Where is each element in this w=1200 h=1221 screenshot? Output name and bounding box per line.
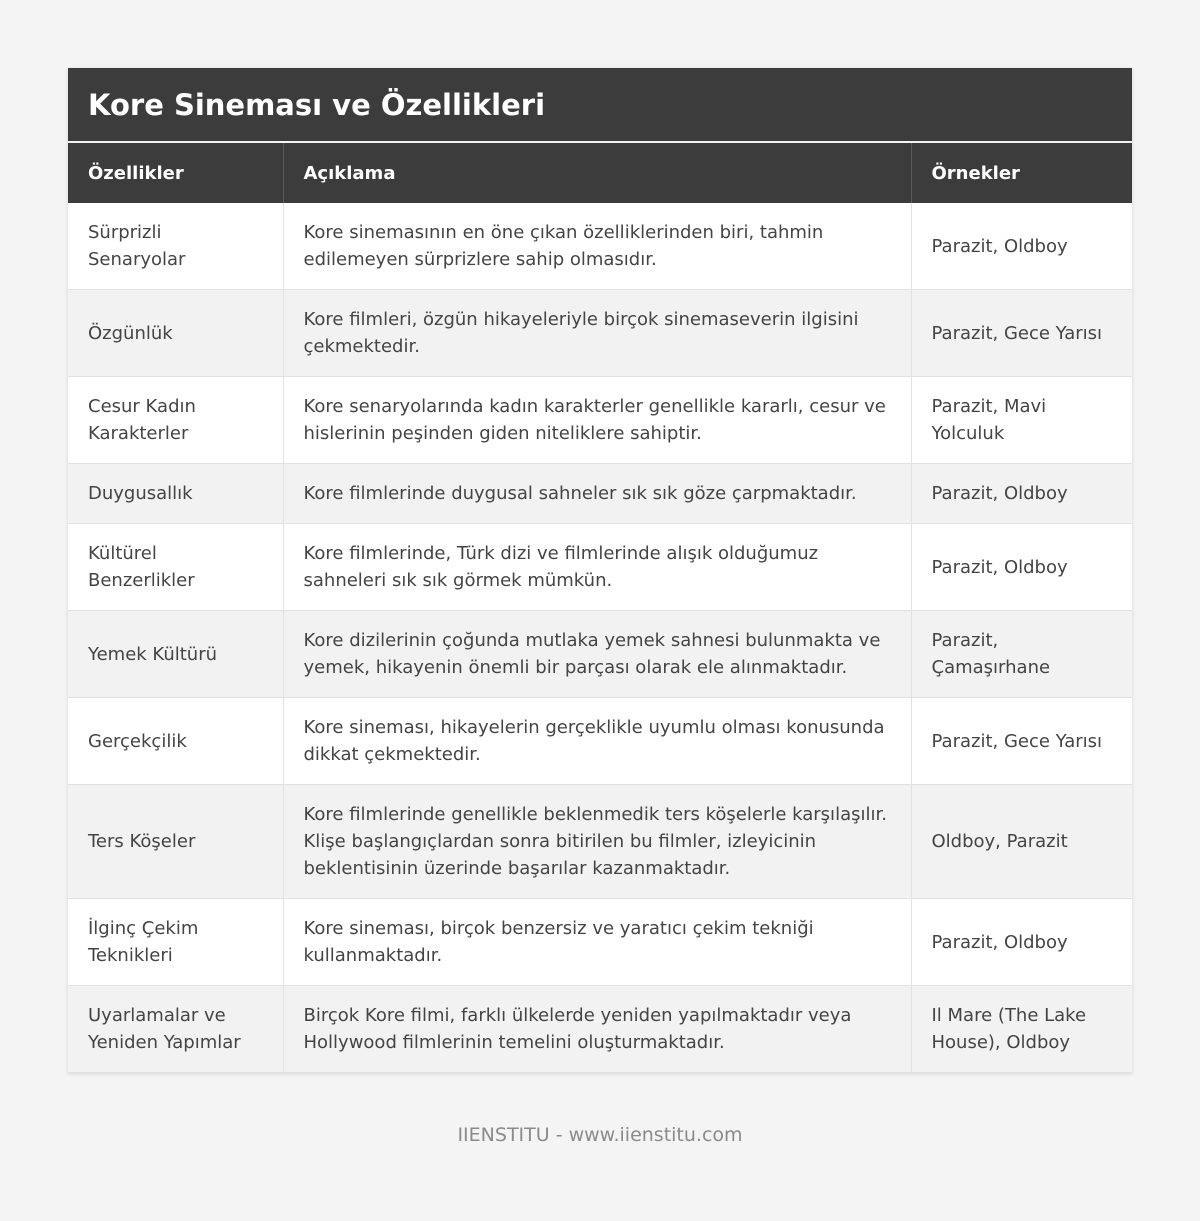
cell-feature: İlginç Çekim Teknikleri bbox=[68, 899, 283, 986]
footer-credit: IIENSTITU - www.iienstitu.com bbox=[457, 1124, 743, 1146]
header-description: Açıklama bbox=[283, 143, 911, 203]
cell-feature: Gerçekçilik bbox=[68, 698, 283, 785]
cell-examples: Parazit, Gece Yarısı bbox=[911, 698, 1132, 785]
table-row bbox=[68, 203, 1132, 290]
cell-examples: Parazit, Oldboy bbox=[911, 524, 1132, 611]
cell-feature: Duygusallık bbox=[68, 464, 283, 524]
cell-feature: Kültürel Benzerlikler bbox=[68, 524, 283, 611]
cell-description: Kore senaryolarında kadın karakterler genellikle kararlı, cesur ve hislerinin peşinden giden niteliklere sahiptir. bbox=[283, 377, 911, 464]
cell-examples: Parazit, Çamaşırhane bbox=[911, 611, 1132, 698]
features-table bbox=[68, 143, 1132, 1073]
cell-description: Kore sineması, birçok benzersiz ve yaratıcı çekim tekniği kullanmaktadır. bbox=[283, 899, 911, 986]
cell-examples: Parazit, Oldboy bbox=[911, 203, 1132, 290]
table-row bbox=[68, 377, 1132, 464]
table-row bbox=[68, 464, 1132, 524]
table-title-bar bbox=[68, 68, 1132, 143]
cell-examples: Parazit, Oldboy bbox=[911, 899, 1132, 986]
cell-description: Kore dizilerinin çoğunda mutlaka yemek sahnesi bulunmakta ve yemek, hikayenin önemli bir parçası olarak ele alınmaktadır. bbox=[283, 611, 911, 698]
table-row bbox=[68, 611, 1132, 698]
cell-feature: Uyarlamalar ve Yeniden Yapımlar bbox=[68, 986, 283, 1073]
cell-description: Kore filmlerinde, Türk dizi ve filmlerinde alışık olduğumuz sahneleri sık sık görmek mümkün. bbox=[283, 524, 911, 611]
cell-description: Kore sineması, hikayelerin gerçeklikle uyumlu olması konusunda dikkat çekmektedir. bbox=[283, 698, 911, 785]
table-title: Kore Sineması ve Özellikleri bbox=[88, 87, 546, 122]
cell-feature: Cesur Kadın Karakterler bbox=[68, 377, 283, 464]
table-row bbox=[68, 785, 1132, 899]
cell-description: Kore filmlerinde duygusal sahneler sık sık göze çarpmaktadır. bbox=[283, 464, 911, 524]
header-examples: Örnekler bbox=[911, 143, 1132, 203]
cell-description: Birçok Kore filmi, farklı ülkelerde yeniden yapılmaktadır veya Hollywood filmlerinin temelini oluşturmaktadır. bbox=[283, 986, 911, 1073]
table-row bbox=[68, 899, 1132, 986]
cell-examples: Il Mare (The Lake House), Oldboy bbox=[911, 986, 1132, 1073]
table-card bbox=[68, 68, 1132, 1073]
cell-examples: Oldboy, Parazit bbox=[911, 785, 1132, 899]
cell-examples: Parazit, Oldboy bbox=[911, 464, 1132, 524]
cell-examples: Parazit, Gece Yarısı bbox=[911, 290, 1132, 377]
table-row bbox=[68, 524, 1132, 611]
table-row bbox=[68, 986, 1132, 1073]
table-row bbox=[68, 290, 1132, 377]
table-row bbox=[68, 698, 1132, 785]
header-features: Özellikler bbox=[68, 143, 283, 203]
cell-description: Kore sinemasının en öne çıkan özelliklerinden biri, tahmin edilemeyen sürprizlere sahip olmasıdır. bbox=[283, 203, 911, 290]
table-header-row bbox=[68, 143, 1132, 203]
cell-description: Kore filmlerinde genellikle beklenmedik ters köşelerle karşılaşılır. Klişe başlangıçlardan sonra bitirilen bu filmler, izleyicinin beklentisinin üzerinde başarılar kazanmaktadır. bbox=[283, 785, 911, 899]
cell-examples: Parazit, Mavi Yolculuk bbox=[911, 377, 1132, 464]
cell-feature: Yemek Kültürü bbox=[68, 611, 283, 698]
cell-feature: Sürprizli Senaryolar bbox=[68, 203, 283, 290]
cell-feature: Özgünlük bbox=[68, 290, 283, 377]
cell-description: Kore filmleri, özgün hikayeleriyle birçok sinemaseverin ilgisini çekmektedir. bbox=[283, 290, 911, 377]
cell-feature: Ters Köşeler bbox=[68, 785, 283, 899]
